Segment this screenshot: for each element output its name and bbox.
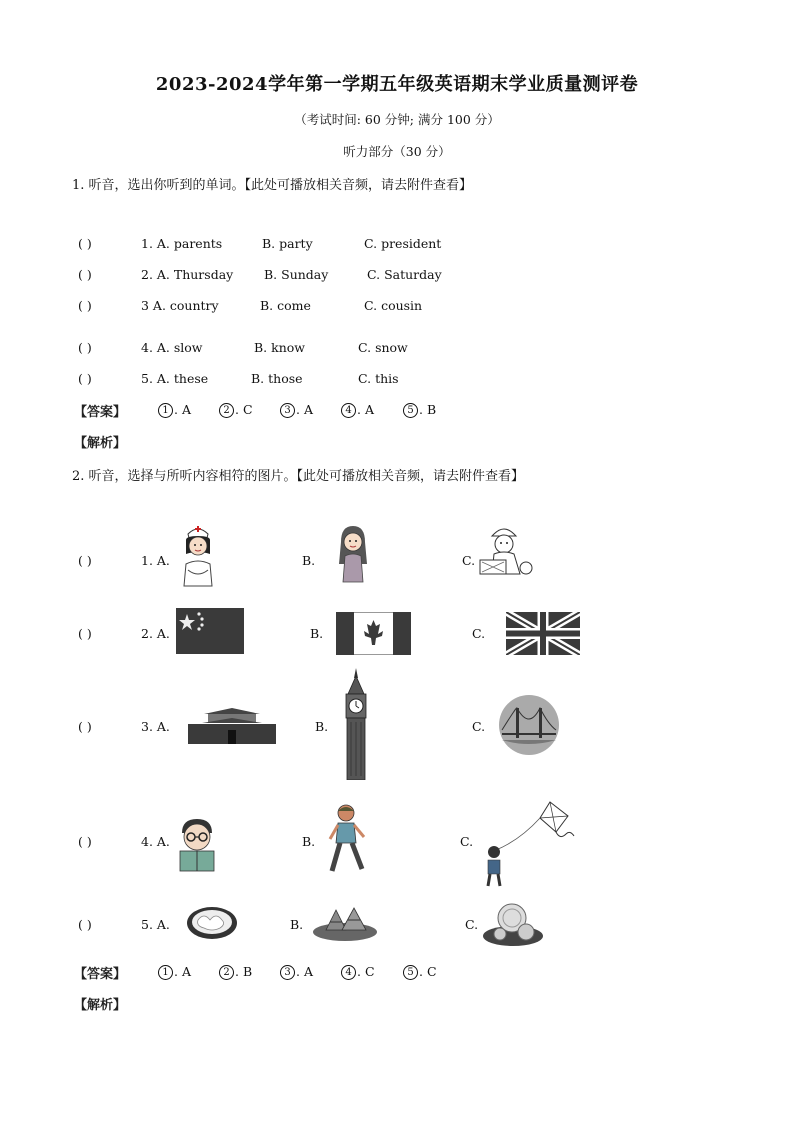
answer-blank[interactable]: ( ) <box>78 371 92 386</box>
q1-item-3-c: C. cousin <box>364 298 423 313</box>
q2-item-5-blank[interactable]: ( ) <box>78 917 92 932</box>
q2-item-2-a: 2. A. <box>141 626 170 641</box>
q2-item-4-blank[interactable]: ( ) <box>78 834 92 849</box>
nurse-icon[interactable] <box>176 524 220 592</box>
big-ben-icon[interactable] <box>340 668 372 780</box>
q1-item-3 <box>78 298 92 316</box>
q1-item-5-c: C. this <box>358 371 399 386</box>
q1-item-2 <box>78 267 92 285</box>
q2-item-3-b: B. <box>315 719 329 734</box>
q2-answer-2: 2 . B <box>219 964 252 980</box>
q1-answer-3: 3 . A <box>280 402 313 418</box>
q2-answer-4: 4 . C <box>341 964 375 980</box>
q1-item-1-a: 1. A. parents <box>141 236 223 251</box>
answer-blank[interactable]: ( ) <box>78 298 92 313</box>
q2-item-5-c: C. <box>465 917 479 932</box>
exam-info: （考试时间: 60 分钟; 满分 100 分） <box>294 112 500 127</box>
q1-answer-4: 4 . A <box>341 402 374 418</box>
q1-item-1 <box>78 236 92 254</box>
q1-item-3-a: 3 A. country <box>141 298 219 313</box>
china-flag-icon[interactable] <box>176 608 244 654</box>
boy-flying-kite-icon[interactable] <box>480 800 576 888</box>
boy-reading-icon[interactable] <box>174 815 220 873</box>
analysis-label: 【解析】 <box>74 998 127 1013</box>
q1-answer-2: 2 . C <box>219 402 253 418</box>
q1-item-5 <box>78 371 92 389</box>
q2-item-2-b: B. <box>310 626 324 641</box>
q1-item-4-a: 4. A. slow <box>141 340 203 355</box>
answer-label: 【答案】 <box>74 967 127 982</box>
answer-blank[interactable]: ( ) <box>78 267 92 282</box>
mooncake-icon[interactable] <box>482 898 544 948</box>
q2-item-4-b: B. <box>302 834 316 849</box>
q1-item-4 <box>78 340 92 358</box>
q1-item-1-c: C. president <box>364 236 442 251</box>
q2-item-3-a: 3. A. <box>141 719 170 734</box>
answer-label: 【答案】 <box>74 405 127 420</box>
q2-item-1-c: C. <box>462 553 476 568</box>
page-title: 2023-2024学年第一学期五年级英语期末学业质量测评卷 <box>155 74 639 95</box>
q2-item-3-c: C. <box>472 719 486 734</box>
q2-answer-5: 5 . C <box>403 964 437 980</box>
bridge-icon[interactable] <box>498 694 560 756</box>
zongzi-icon[interactable] <box>312 904 378 942</box>
q2-item-4-a: 4. A. <box>141 834 170 849</box>
canada-flag-icon[interactable] <box>336 612 411 655</box>
analysis-label: 【解析】 <box>74 436 127 451</box>
q2-item-2-c: C. <box>472 626 486 641</box>
q2-item-1-a: 1. A. <box>141 553 170 568</box>
builder-icon[interactable] <box>474 522 536 578</box>
q1-item-1-b: B. party <box>262 236 313 251</box>
q1-item-5-a: 5. A. these <box>141 371 209 386</box>
q2-item-4-c: C. <box>460 834 474 849</box>
q2-item-5-a: 5. A. <box>141 917 170 932</box>
section-title: 听力部分（30 分） <box>343 144 451 159</box>
question-2-title: 2. 听音，选择与所听内容相符的图片。【此处可播放相关音频，请去附件查看】 <box>72 469 525 484</box>
boy-walking-icon[interactable] <box>326 803 370 877</box>
q1-item-4-c: C. snow <box>358 340 408 355</box>
q1-item-2-b: B. Sunday <box>264 267 329 282</box>
q1-item-3-b: B. come <box>260 298 311 313</box>
answer-blank[interactable]: ( ) <box>78 340 92 355</box>
uk-flag-icon[interactable] <box>506 612 580 655</box>
tiananmen-icon[interactable] <box>186 706 278 746</box>
question-1-title: 1. 听音，选出你听到的单词。【此处可播放相关音频，请去附件查看】 <box>72 178 473 193</box>
q1-answer-5: 5 . B <box>403 402 436 418</box>
dumplings-icon[interactable] <box>186 906 238 940</box>
q2-item-3-blank[interactable]: ( ) <box>78 719 92 734</box>
q2-item-2-blank[interactable]: ( ) <box>78 626 92 641</box>
q2-item-1-b: B. <box>302 553 316 568</box>
girl-icon[interactable] <box>333 524 373 584</box>
q1-item-5-b: B. those <box>251 371 303 386</box>
q1-item-2-c: C. Saturday <box>367 267 442 282</box>
q2-answer-1: 1 . A <box>158 964 191 980</box>
q1-answer-1: 1 . A <box>158 402 191 418</box>
q1-item-4-b: B. know <box>254 340 305 355</box>
q2-item-5-b: B. <box>290 917 304 932</box>
q2-item-1-blank[interactable]: ( ) <box>78 553 92 568</box>
answer-blank[interactable]: ( ) <box>78 236 92 251</box>
q2-answer-3: 3 . A <box>280 964 313 980</box>
q1-item-2-a: 2. A. Thursday <box>141 267 234 282</box>
